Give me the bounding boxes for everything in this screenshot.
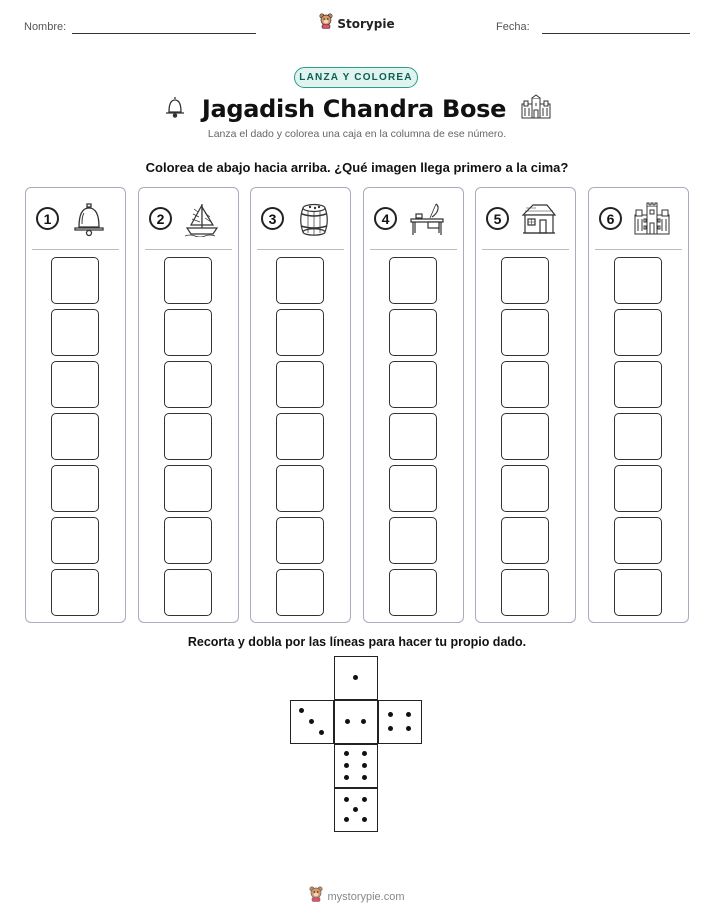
die-pip (344, 751, 349, 756)
die-pip (406, 726, 411, 731)
die-instruction: Recorta y dobla por las líneas para hacer tu propio dado. (187, 635, 527, 649)
university-building-icon (520, 94, 552, 125)
house-icon (520, 201, 558, 237)
race-column-5 (475, 187, 576, 623)
die-pip (362, 817, 367, 822)
die-face-1 (334, 656, 378, 700)
color-box[interactable] (389, 517, 437, 564)
color-box[interactable] (51, 361, 99, 408)
column-header (26, 188, 125, 248)
color-box[interactable] (51, 465, 99, 512)
color-box[interactable] (614, 309, 662, 356)
die-pip (319, 730, 324, 735)
color-box[interactable] (501, 413, 549, 460)
color-box[interactable] (276, 569, 324, 616)
bell-icon (162, 94, 188, 125)
color-box[interactable] (164, 413, 212, 460)
color-box[interactable] (276, 257, 324, 304)
title-row (0, 92, 714, 126)
die-pip (362, 797, 367, 802)
die-pip (299, 708, 304, 713)
color-box[interactable] (51, 413, 99, 460)
brand-name: Storypie (337, 16, 395, 31)
die-pip (406, 712, 411, 717)
die-pip (388, 712, 393, 717)
color-box[interactable] (276, 517, 324, 564)
die-pip (362, 763, 367, 768)
die-pip (353, 675, 358, 680)
column-header (139, 188, 238, 248)
date-label: Fecha: (496, 21, 530, 33)
color-box[interactable] (276, 465, 324, 512)
bear-mascot-icon (319, 13, 333, 34)
race-column-4 (363, 187, 464, 623)
color-box[interactable] (389, 413, 437, 460)
die-pip (362, 775, 367, 780)
sailboat-icon (183, 201, 221, 237)
die-pip (344, 817, 349, 822)
die-face-5 (334, 788, 378, 832)
activity-tag: LANZA Y COLOREA (294, 67, 418, 88)
race-column-2 (138, 187, 239, 623)
footer (0, 886, 714, 907)
column-number: 1 (36, 207, 59, 230)
color-box[interactable] (389, 569, 437, 616)
color-box[interactable] (614, 517, 662, 564)
color-box[interactable] (614, 465, 662, 512)
column-divider (145, 249, 232, 250)
color-box[interactable] (389, 309, 437, 356)
color-box[interactable] (276, 309, 324, 356)
die-pip (362, 751, 367, 756)
barrel-icon (295, 201, 333, 237)
column-header (476, 188, 575, 248)
color-box[interactable] (51, 517, 99, 564)
die-face-3 (290, 700, 334, 744)
race-column-6 (588, 187, 689, 623)
color-box[interactable] (389, 257, 437, 304)
column-number: 3 (261, 207, 284, 230)
die-pip (353, 807, 358, 812)
die-pip (361, 719, 366, 724)
color-box[interactable] (501, 309, 549, 356)
color-box[interactable] (501, 361, 549, 408)
university-building-icon (633, 201, 671, 237)
color-box[interactable] (614, 413, 662, 460)
footer-url[interactable]: mystorypie.com (327, 890, 405, 903)
color-box[interactable] (164, 257, 212, 304)
color-box[interactable] (51, 309, 99, 356)
die-pip (344, 763, 349, 768)
column-number: 5 (486, 207, 509, 230)
die-face-4 (378, 700, 422, 744)
column-header (251, 188, 350, 248)
column-divider (32, 249, 119, 250)
color-box[interactable] (276, 413, 324, 460)
color-box[interactable] (501, 517, 549, 564)
bell-icon (70, 201, 108, 237)
color-box[interactable] (501, 569, 549, 616)
color-box[interactable] (276, 361, 324, 408)
column-divider (482, 249, 569, 250)
color-box[interactable] (51, 569, 99, 616)
subtitle: Lanza el dado y colorea una caja en la columna de ese número. (207, 128, 507, 140)
die-face-2 (334, 700, 378, 744)
color-box[interactable] (164, 361, 212, 408)
color-box[interactable] (164, 569, 212, 616)
column-divider (370, 249, 457, 250)
race-column-1 (25, 187, 126, 623)
color-box[interactable] (501, 465, 549, 512)
color-box[interactable] (614, 569, 662, 616)
page-title: Jagadish Chandra Bose (201, 95, 507, 123)
die-face-6 (334, 744, 378, 788)
color-box[interactable] (164, 309, 212, 356)
color-box[interactable] (389, 361, 437, 408)
color-box[interactable] (614, 361, 662, 408)
die-pip (309, 719, 314, 724)
bear-mascot-icon (309, 886, 323, 907)
die-pip (388, 726, 393, 731)
column-header (364, 188, 463, 248)
name-label: Nombre: (24, 21, 67, 33)
column-number: 4 (374, 207, 397, 230)
color-box[interactable] (164, 465, 212, 512)
column-divider (595, 249, 682, 250)
column-header (589, 188, 688, 248)
color-box[interactable] (164, 517, 212, 564)
race-instruction: Colorea de abajo hacia arriba. ¿Qué imagen llega primero a la cima? (145, 160, 569, 175)
die-pip (345, 719, 350, 724)
color-box[interactable] (389, 465, 437, 512)
color-box[interactable] (614, 257, 662, 304)
brand-logo (0, 13, 714, 34)
color-box[interactable] (501, 257, 549, 304)
desk-with-quill-icon (408, 201, 446, 237)
die-pip (344, 775, 349, 780)
race-column-3 (250, 187, 351, 623)
column-divider (257, 249, 344, 250)
column-number: 2 (149, 207, 172, 230)
color-box[interactable] (51, 257, 99, 304)
column-number: 6 (599, 207, 622, 230)
die-pip (344, 797, 349, 802)
